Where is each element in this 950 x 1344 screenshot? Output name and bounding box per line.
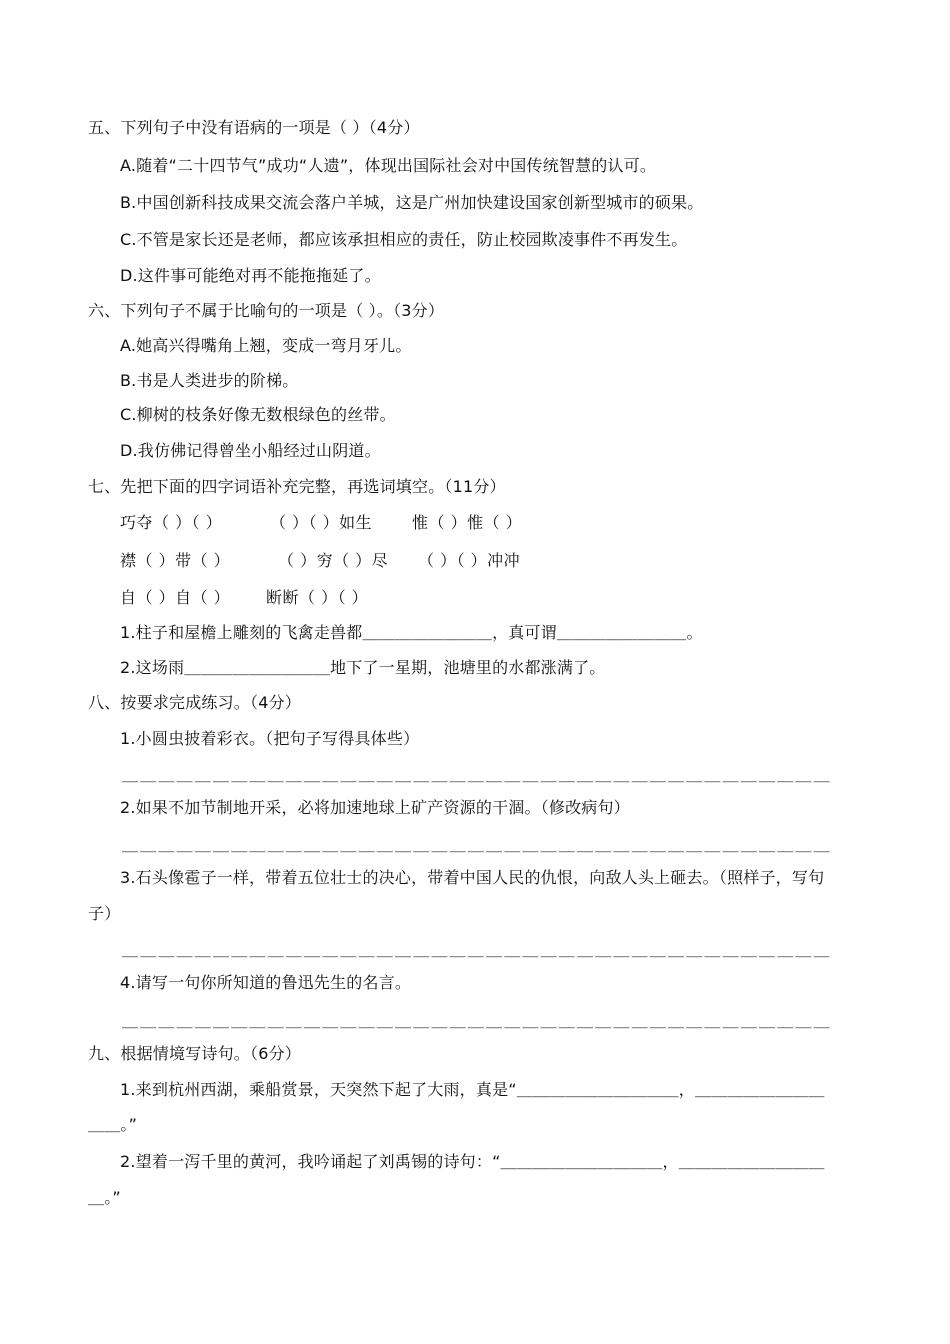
q8-title: 八、按要求完成练习。（4分） [88,693,301,712]
q6-title: 六、下列句子不属于比喻句的一项是（ ）。（3分） [88,301,445,320]
q9-sub-question-1-cont: ＿＿。” [88,1115,138,1134]
q9-sub-question-2-cont: ＿。” [88,1188,121,1207]
q8-answer-line-1: ＿＿＿＿＿＿＿＿＿＿＿＿＿＿＿＿＿＿＿＿＿＿＿＿＿＿＿＿＿＿＿＿＿＿＿＿＿＿＿ [122,765,832,784]
q8-sub-question-3: 3.石头像雹子一样，带着五位壮士的决心，带着中国人民的仇恨，向敌人头上砸去。（照样子，写句 [120,868,825,887]
q7-idiom-2: （ ）（ ）如生 [270,513,373,532]
q7-idiom-8: 断断（ ）（ ） [266,588,369,607]
q8-answer-line-2: ＿＿＿＿＿＿＿＿＿＿＿＿＿＿＿＿＿＿＿＿＿＿＿＿＿＿＿＿＿＿＿＿＿＿＿＿＿＿＿ [122,835,832,854]
q7-idiom-4: 襟（ ）带（ ） [120,551,231,570]
q5-option-b: B.中国创新科技成果交流会落户羊城，这是广州加快建设国家创新型城市的硕果。 [120,193,704,212]
q8-answer-line-3: ＿＿＿＿＿＿＿＿＿＿＿＿＿＿＿＿＿＿＿＿＿＿＿＿＿＿＿＿＿＿＿＿＿＿＿＿＿＿＿ [122,940,832,959]
q7-title: 七、先把下面的四字词语补充完整，再选词填空。（11分） [88,477,506,496]
q8-sub-question-1: 1.小圆虫披着彩衣。（把句子写得具体些） [120,729,420,748]
q8-answer-line-4: ＿＿＿＿＿＿＿＿＿＿＿＿＿＿＿＿＿＿＿＿＿＿＿＿＿＿＿＿＿＿＿＿＿＿＿＿＿＿＿ [122,1011,832,1030]
q7-sub-question-1: 1.柱子和屋檐上雕刻的飞禽走兽都＿＿＿＿＿＿＿＿，真可谓＿＿＿＿＿＿＿＿。 [120,623,703,642]
q5-option-c: C.不管是家长还是老师，都应该承担相应的责任，防止校园欺凌事件不再发生。 [120,230,688,249]
q7-sub-question-2: 2.这场雨＿＿＿＿＿＿＿＿＿地下了一星期，池塘里的水都涨满了。 [120,658,606,677]
q5-option-d: D.这件事可能绝对再不能拖拖延了。 [120,266,381,285]
q6-option-a: A.她高兴得嘴角上翘，变成一弯月牙儿。 [120,336,412,355]
q7-idiom-7: 自（ ）自（ ） [120,588,231,607]
q6-option-d: D.我仿佛记得曾坐小船经过山阴道。 [120,441,381,460]
q9-sub-question-1: 1.来到杭州西湖，乘船赏景，天突然下起了大雨，真是“＿＿＿＿＿＿＿＿＿＿，＿＿＿＿＿＿＿＿ [120,1080,825,1099]
q6-option-c: C.柳树的枝条好像无数根绿色的丝带。 [120,405,396,424]
q5-option-a: A.随着“二十四节气”成功“人遗”，体现出国际社会对中国传统智慧的认可。 [120,156,657,175]
q7-idiom-1: 巧夺（ ）（ ） [120,513,223,532]
q5-title: 五、下列句子中没有语病的一项是（ ）（4分） [88,118,420,137]
q7-idiom-6: （ ）（ ）冲冲 [418,551,521,570]
q8-sub-question-4: 4.请写一句你所知道的鲁迅先生的名言。 [120,973,412,992]
q7-idiom-3: 惟（ ）惟（ ） [412,513,523,532]
q8-sub-question-2: 2.如果不加节制地开采，必将加速地球上矿产资源的干涸。（修改病句） [120,798,630,817]
q7-idiom-5: （ ）穷（ ）尽 [278,551,389,570]
q9-title: 九、根据情境写诗句。（6分） [88,1044,301,1063]
q9-sub-question-2: 2.望着一泻千里的黄河，我吟诵起了刘禹锡的诗句：“＿＿＿＿＿＿＿＿＿＿，＿＿＿＿＿＿＿＿＿ [120,1152,825,1171]
q6-option-b: B.书是人类进步的阶梯。 [120,371,299,390]
q8-sub-question-3-cont: 子） [88,904,121,923]
